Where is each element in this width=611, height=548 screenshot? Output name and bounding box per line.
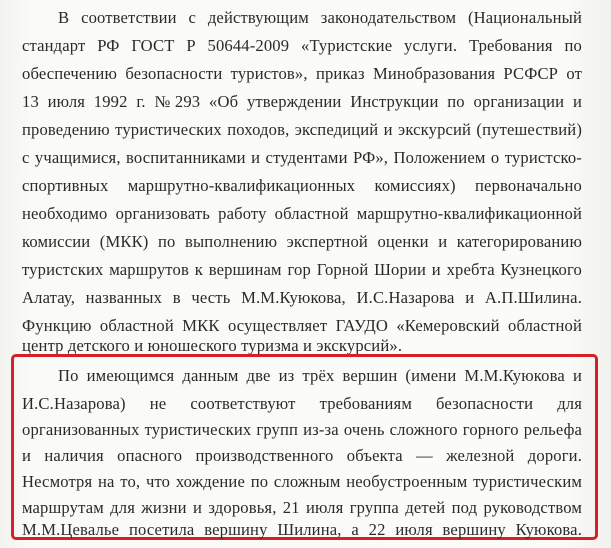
paragraph-1-line-7: спортивных маршрутно-квалификационных комиссиях) первоначально bbox=[22, 176, 582, 195]
paragraph-1-line-13: центр детского и юношеского туризма и экскурсий». bbox=[22, 336, 403, 355]
paragraph-2-line-1: По имеющимся данным две из трёх вершин (имени М.М.Куюкова и bbox=[58, 366, 582, 385]
paragraph-2-line-4: и наличия опасного производственного объекта — железной дороги. bbox=[22, 446, 582, 465]
paragraph-1-line-9: комиссии (МКК) по выполнению экспертной оценки и категорированию bbox=[22, 232, 582, 251]
paragraph-2-line-7: М.М.Цевалье посетила вершину Шилина, а 22 июля вершину Куюкова. bbox=[22, 520, 582, 539]
paragraph-1-line-8: необходимо организовать работу областной маршрутно-квалификационной bbox=[22, 204, 582, 223]
paragraph-2-line-5: Несмотря на то, что хождение по сложным необустроенным туристическим bbox=[22, 472, 582, 491]
paragraph-1-line-11: Алатау, названных в честь М.М.Куюкова, И.С.Назарова и А.П.Шилина. bbox=[22, 288, 582, 307]
paragraph-1-line-3: обеспечению безопасности туристов», приказ Минобразования РСФСР от bbox=[22, 64, 582, 83]
paragraph-1-line-4: 13 июля 1992 г. №293 «Об утверждении Инструкции по организации и bbox=[22, 92, 582, 111]
paragraph-1-line-5: проведению туристических походов, экспедиций и экскурсий (путешествий) bbox=[22, 120, 582, 139]
paragraph-1-line-6: с учащимися, воспитанниками и студентами РФ», Положением о туристско- bbox=[22, 148, 582, 167]
paragraph-1-line-1: В соответствии с действующим законодательством (Национальный bbox=[58, 8, 582, 27]
paragraph-2-line-3: организованных туристических групп из-за очень сложного горного рельефа bbox=[22, 420, 582, 439]
paragraph-1-line-10: туристских маршрутов к вершинам гор Горной Шории и хребта Кузнецкого bbox=[22, 260, 582, 279]
paragraph-2-line-2: И.С.Назарова) не соответствуют требованиям безопасности для bbox=[22, 394, 582, 413]
paragraph-1-line-2: стандарт РФ ГОСТ Р 50644-2009 «Туристские услуги. Требования по bbox=[22, 36, 582, 55]
paragraph-2-line-6: маршрутам для жизни и здоровья, 21 июля группа детей под руководством bbox=[22, 498, 582, 517]
paragraph-1-line-12: Функцию областной МКК осуществляет ГАУДО «Кемеровский областной bbox=[22, 316, 582, 335]
